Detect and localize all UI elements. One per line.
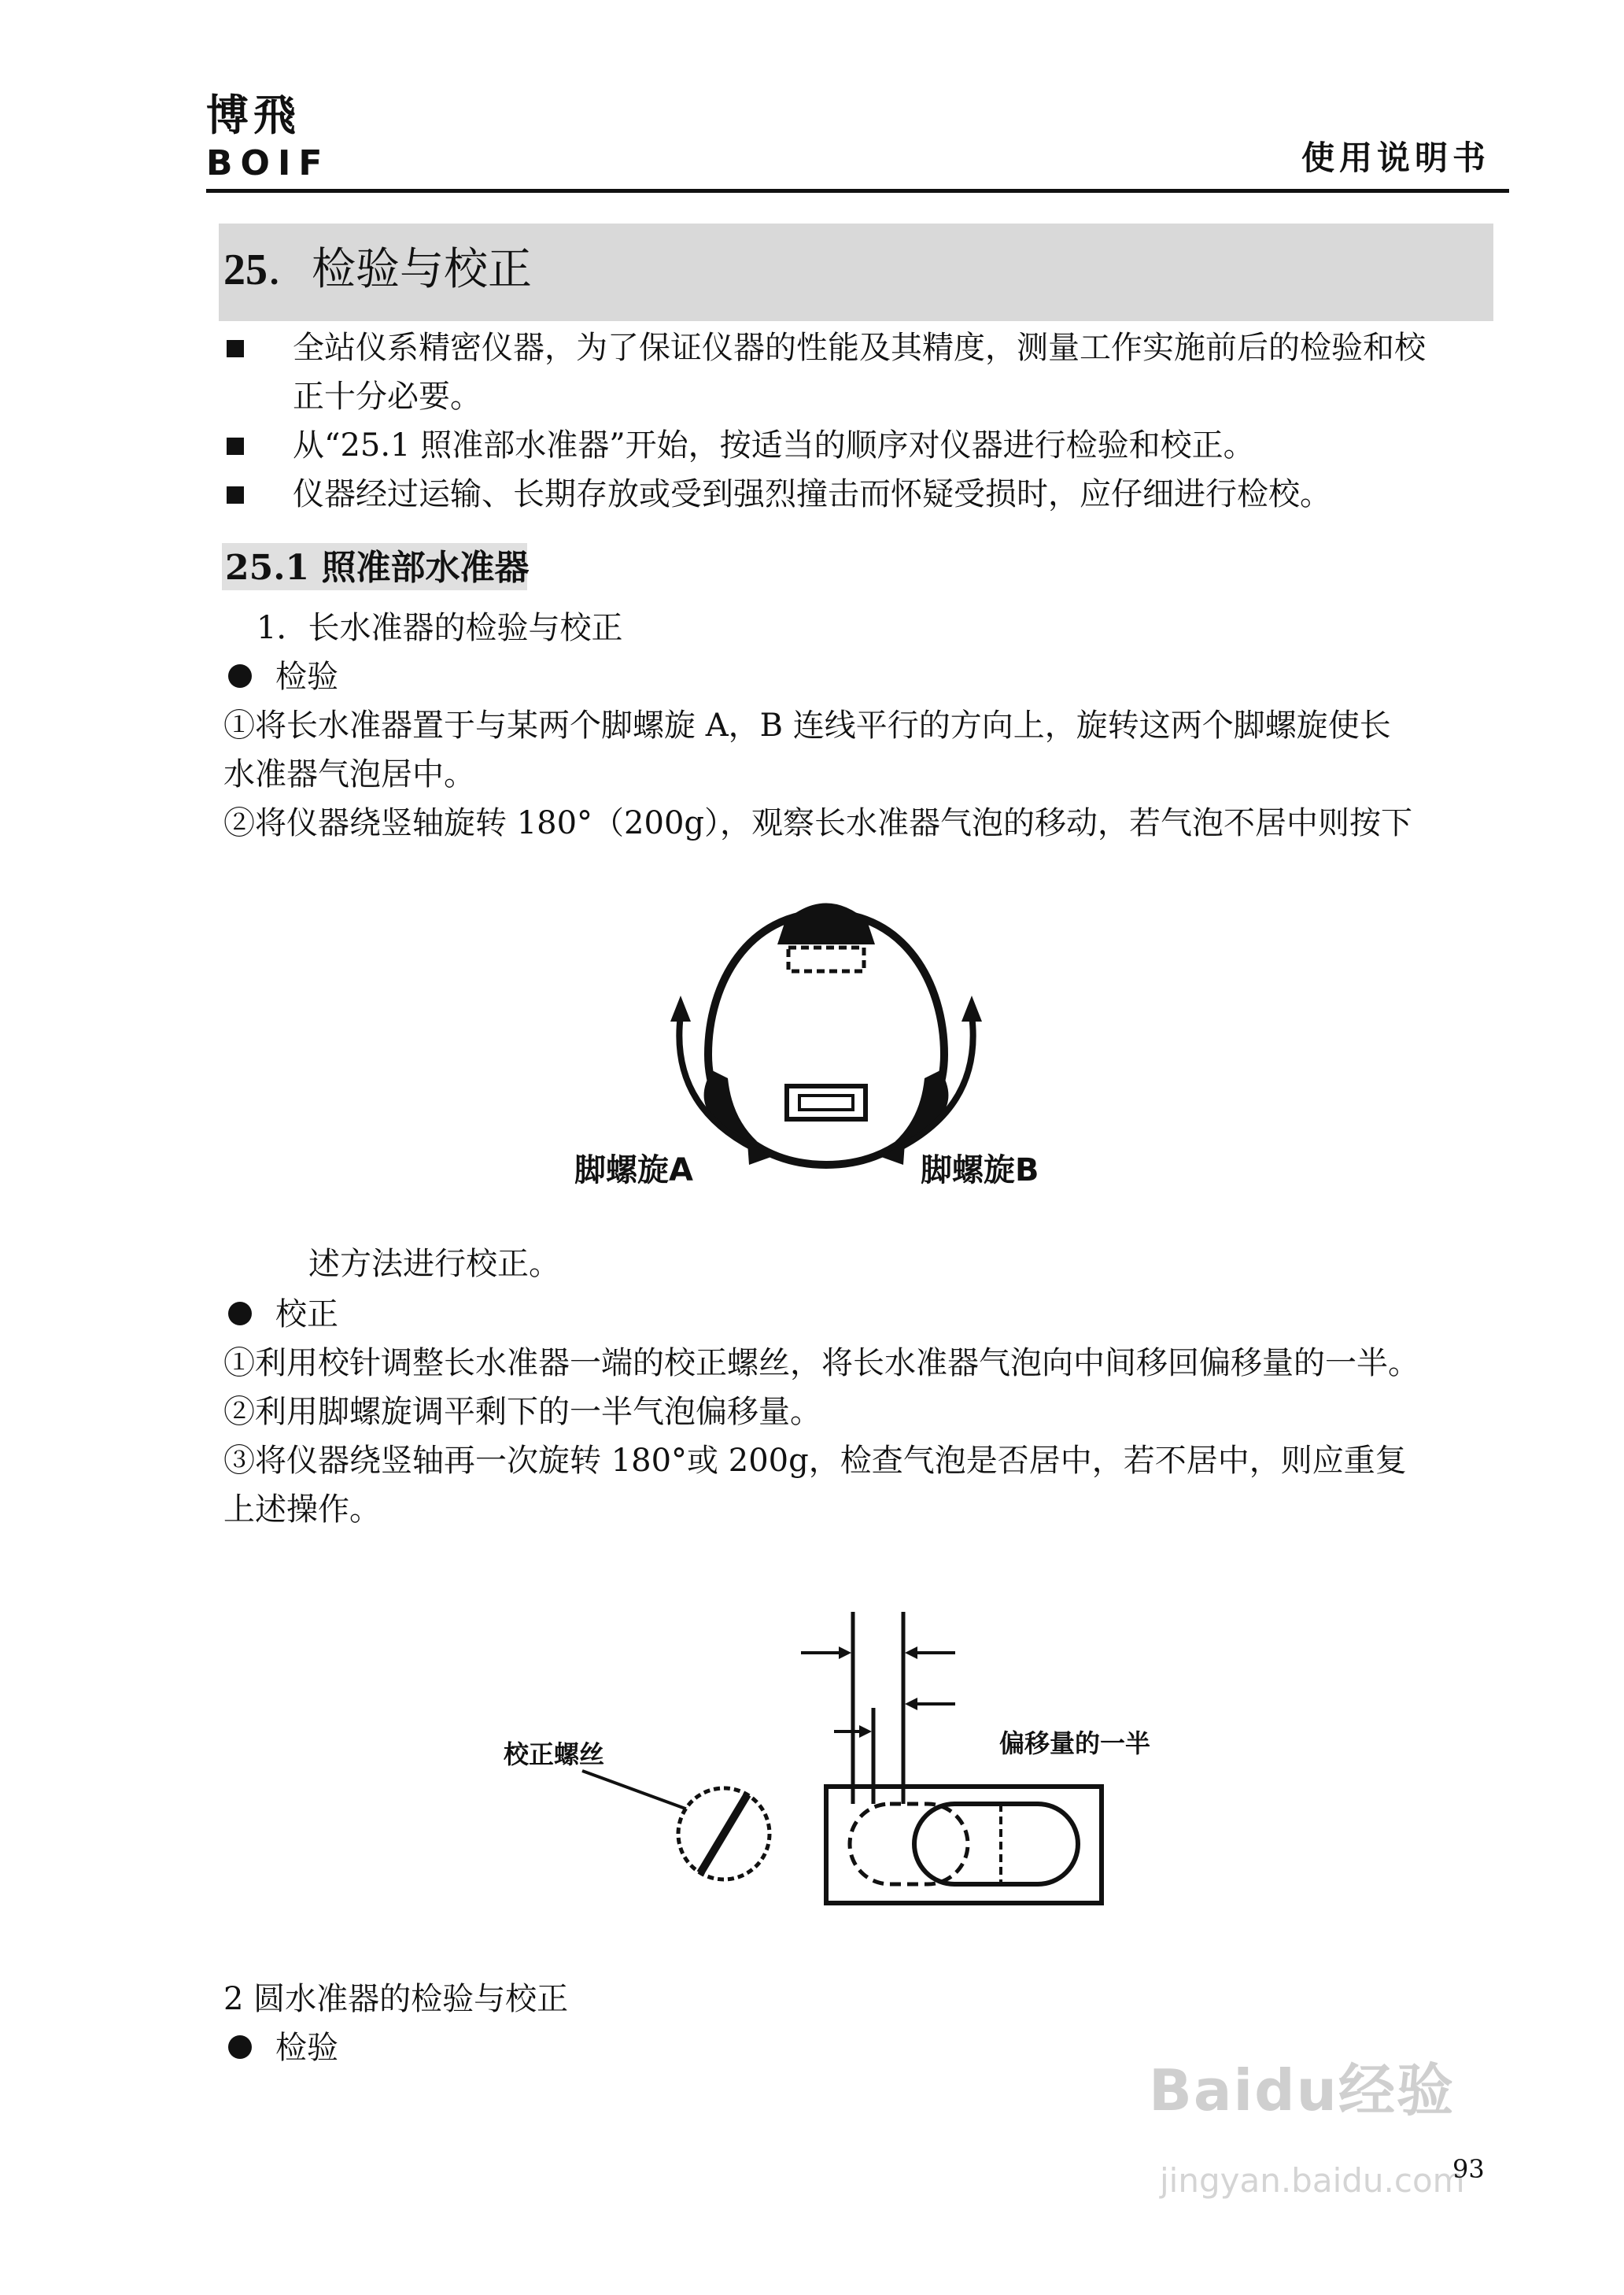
bullet-dot xyxy=(228,1302,252,1325)
arrow-head xyxy=(859,1725,872,1738)
bullet-dot xyxy=(228,2035,252,2059)
header-divider xyxy=(206,189,1509,193)
leader-line xyxy=(582,1771,694,1812)
label-screw-b: 脚螺旋B xyxy=(921,1152,1039,1188)
arrow-head-left-up xyxy=(670,996,691,1022)
figure-leveling-screws xyxy=(574,889,1078,1204)
arrow-head xyxy=(905,1698,917,1710)
section-title xyxy=(223,244,532,295)
manual-title: 使用说明书 xyxy=(1301,139,1490,177)
item2-check-label: 检验 xyxy=(275,2030,338,2066)
watermark-url: jingyan.baidu.com xyxy=(1160,2161,1465,2200)
brand-logo-en xyxy=(206,146,387,178)
label-screw-a: 脚螺旋A xyxy=(574,1152,693,1188)
adjust-step-2: ②利用脚螺旋调平剩下的一半气泡偏移量。 xyxy=(223,1394,821,1430)
label-adjust-screw: 校正螺丝 xyxy=(504,1739,605,1769)
section-title-text: ．检验与校正 xyxy=(268,244,532,295)
section-number: 25 xyxy=(223,246,268,294)
bullet-square xyxy=(227,486,244,504)
adjust-step-3-cont: 上述操作。 xyxy=(223,1491,381,1528)
watermark-main: Baidu经验 xyxy=(1149,2057,1455,2123)
bullet-text-1: 全站仪系精密仪器，为了保证仪器的性能及其精度，测量工作实施前后的检验和校 xyxy=(293,330,1426,366)
bullet-square xyxy=(227,438,244,455)
baidu-watermark xyxy=(1149,2057,1465,2200)
check-label: 检验 xyxy=(275,659,338,695)
arrow-head xyxy=(839,1646,851,1659)
page-number: 93 xyxy=(1452,2154,1485,2184)
continued-text: 述方法进行校正。 xyxy=(308,1246,560,1282)
check-step-1-cont: 水准器气泡居中。 xyxy=(223,756,475,793)
adjust-label: 校正 xyxy=(275,1296,338,1332)
check-step-1: ①将长水准器置于与某两个脚螺旋 A，B 连线平行的方向上，旋转这两个脚螺旋使长 xyxy=(223,708,1391,744)
instrument-top-cap xyxy=(777,904,875,945)
brand-logo-cn: 博飛 xyxy=(206,91,301,140)
circular-vial xyxy=(788,948,864,971)
bullet-text-1-cont: 正十分必要。 xyxy=(293,379,482,415)
subsection-title: 25.1 照准部水准器 xyxy=(225,548,530,588)
bullet-text-2: 从“25.1 照准部水准器”开始，按适当的顺序对仪器进行检验和校正。 xyxy=(293,427,1255,464)
bullet-text-3: 仪器经过运输、长期存放或受到强烈撞击而怀疑受损时，应仔细进行检校。 xyxy=(293,476,1331,512)
label-half-offset: 偏移量的一半 xyxy=(999,1728,1151,1758)
item1-title: 1．长水准器的检验与校正 xyxy=(257,610,623,646)
adjust-step-3: ③将仪器绕竖轴再一次旋转 180°或 200g，检查气泡是否居中，若不居中，则应重复 xyxy=(223,1443,1407,1479)
bullet-dot xyxy=(228,664,252,688)
brand-logo-text: BOIF xyxy=(206,146,330,178)
arrow-head-right-up xyxy=(961,996,982,1022)
adjust-step-1: ①利用校针调整长水准器一端的校正螺丝，将长水准器气泡向中间移回偏移量的一半。 xyxy=(223,1345,1419,1381)
check-step-2: ②将仪器绕竖轴旋转 180°（200g），观察长水准器气泡的移动，若气泡不居中则按下 xyxy=(223,805,1413,841)
arrow-head xyxy=(905,1646,917,1659)
figure-vial-adjustment xyxy=(488,1606,1196,1920)
bullet-square xyxy=(227,340,244,357)
item2-title: 2 圆水准器的检验与校正 xyxy=(223,1981,569,2017)
